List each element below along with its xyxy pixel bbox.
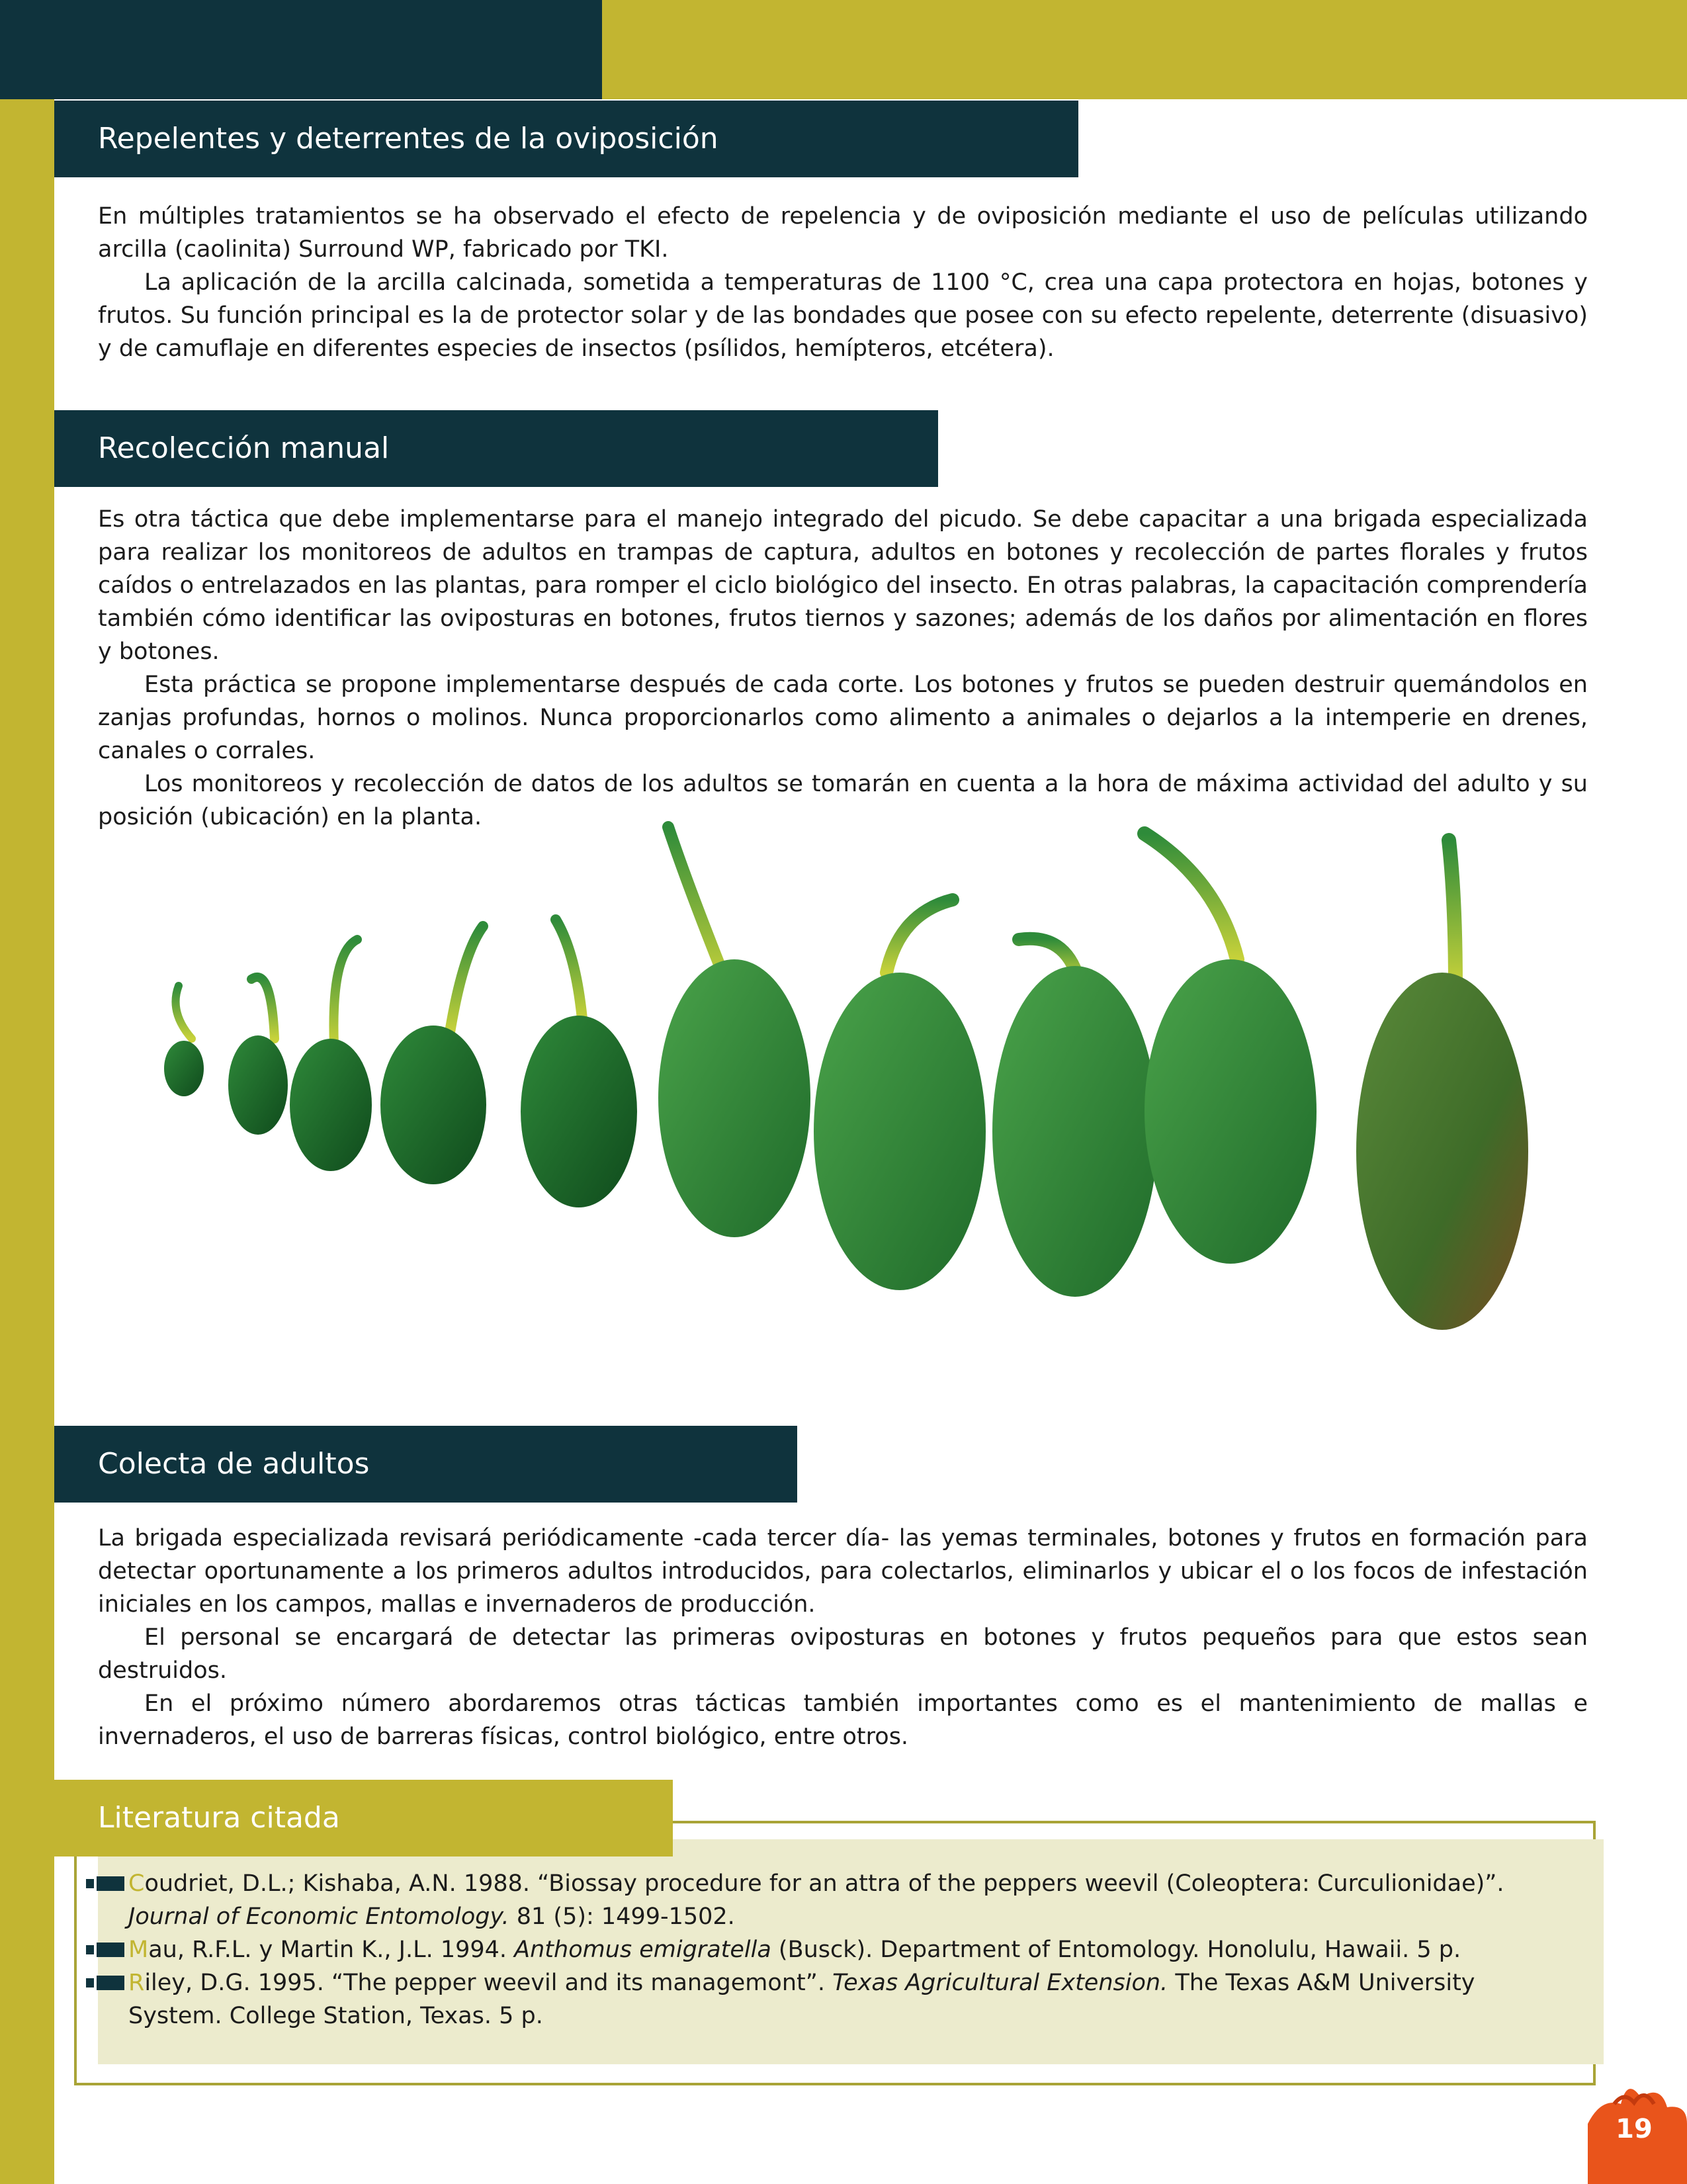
paragraph: En múltiples tratamientos se ha observado el efecto de repelencia y de oviposición mediante el uso de películas utilizando arcilla (caolinita) Surround WP, fabricado por TKI.: [98, 203, 1588, 263]
paragraph: La brigada especializada revisará periódicamente -cada tercer día- las yemas terminales, botones y frutos en formación para detectar oportunamente a los primeros adultos introducidos, para colectarlos, eliminarlos y ubicar el o los focos de infestación iniciales en los campos, mallas e invernaderos de producción.: [98, 1525, 1588, 1618]
paragraph: Es otra táctica que debe implementarse para el manejo integrado del picudo. Se debe capacitar a una brigada especializada para realizar los monitoreos de adultos en trampas de captura, adultos en botones y recolección de partes florales y frutos caídos o entrelazados en las plantas, para romper el ciclo biológico del insecto. En otras palabras, la capacitación comprendería también cómo identificar las oviposturas en botones, frutos tiernos y sazones; además de los daños por alimentación en flores y botones.: [98, 506, 1588, 665]
paragraph: La aplicación de la arcilla calcinada, sometida a temperaturas de 1100 °C, crea una capa protectora en hojas, botones y frutos. Su función principal es la de protector solar y de las bondades que posee con su efecto repelente, deterrente (disuasivo) y de camuflaje en diferentes especies de insectos (psílidos, hemípteros, etcétera).: [98, 269, 1588, 362]
pepper-5: [521, 920, 637, 1207]
section-body-recoleccion: [98, 503, 1588, 834]
reference-item: [86, 1933, 1555, 1966]
reference-item: [86, 1867, 1555, 1933]
page-number: 19: [1616, 2114, 1653, 2144]
bullet-bar-icon: [86, 1976, 124, 1990]
pepper-10: [1356, 840, 1528, 1330]
bullet-bar-icon: [86, 1876, 124, 1891]
section-body-colecta: [98, 1522, 1588, 1753]
reference-authors: iley, D.G. 1995. “The pepper weevil and its managemont”.: [144, 1970, 833, 1996]
reference-initial: M: [128, 1937, 149, 1963]
section-heading-colecta: Colecta de adultos: [54, 1426, 797, 1503]
references-heading: Literatura citada: [54, 1780, 673, 1856]
pepper-2: [228, 977, 288, 1135]
paragraph: Los monitoreos y recolección de datos de los adultos se tomarán en cuenta a la hora de máxima actividad del adulto y su posición (ubicación) en la planta.: [98, 771, 1588, 830]
bullet-bar-icon: [86, 1943, 124, 1957]
pepper-4: [380, 926, 486, 1184]
reference-journal: Anthomus emigratella: [514, 1937, 771, 1963]
pepper-1: [164, 986, 204, 1096]
reference-authors: au, R.F.L. y Martin K., J.L. 1994.: [148, 1937, 515, 1963]
pepper-8: [992, 939, 1158, 1297]
section-heading-repelentes: Repelentes y deterrentes de la oviposición: [54, 101, 1078, 177]
top-accent-bar: [602, 0, 1687, 99]
section-heading-recoleccion: Recolección manual: [54, 410, 938, 487]
pepper-7: [814, 900, 986, 1290]
reference-details: (Busck). Department of Entomology. Honolulu, Hawaii. 5 p.: [771, 1937, 1461, 1963]
section-body-repelentes: [98, 200, 1588, 365]
reference-authors: oudriet, D.L.; Kishaba, A.N. 1988. “Biossay procedure for an attra of the peppers weevil (Coleoptera: Curculionidae)”.: [144, 1870, 1504, 1897]
paragraph: El personal se encargará de detectar las primeras oviposturas en botones y frutos pequeños para que estos sean destruidos.: [98, 1624, 1588, 1684]
reference-details: 81 (5): 1499-1502.: [509, 1903, 735, 1930]
reference-initial: R: [128, 1970, 145, 1996]
paragraph: Esta práctica se propone implementarse después de cada corte. Los botones y frutos se pueden destruir quemándolos en zanjas profundas, hornos o molinos. Nunca proporcionarlos como alimento a animales o dejarlos a la intemperie en drenes, canales o corrales.: [98, 672, 1588, 764]
pepper-3: [290, 939, 372, 1171]
left-accent-stripe: [0, 99, 54, 2184]
reference-journal: Journal of Economic Entomology.: [128, 1903, 509, 1930]
reference-details: The Texas A&M University System. College Station, Texas. 5 p.: [128, 1970, 1475, 2029]
reference-journal: Texas Agricultural Extension.: [832, 1970, 1168, 1996]
reference-item: [86, 1966, 1555, 2032]
peppers-photo: [152, 820, 1541, 1350]
paragraph: En el próximo número abordaremos otras tácticas también importantes como es el mantenimiento de mallas e invernaderos, el uso de barreras físicas, control biológico, entre otros.: [98, 1690, 1588, 1750]
references-list: [86, 1867, 1555, 2032]
pepper-9: [1145, 834, 1317, 1264]
reference-initial: C: [128, 1870, 145, 1897]
pepper-6: [658, 827, 810, 1237]
top-dark-bar: [0, 0, 602, 99]
